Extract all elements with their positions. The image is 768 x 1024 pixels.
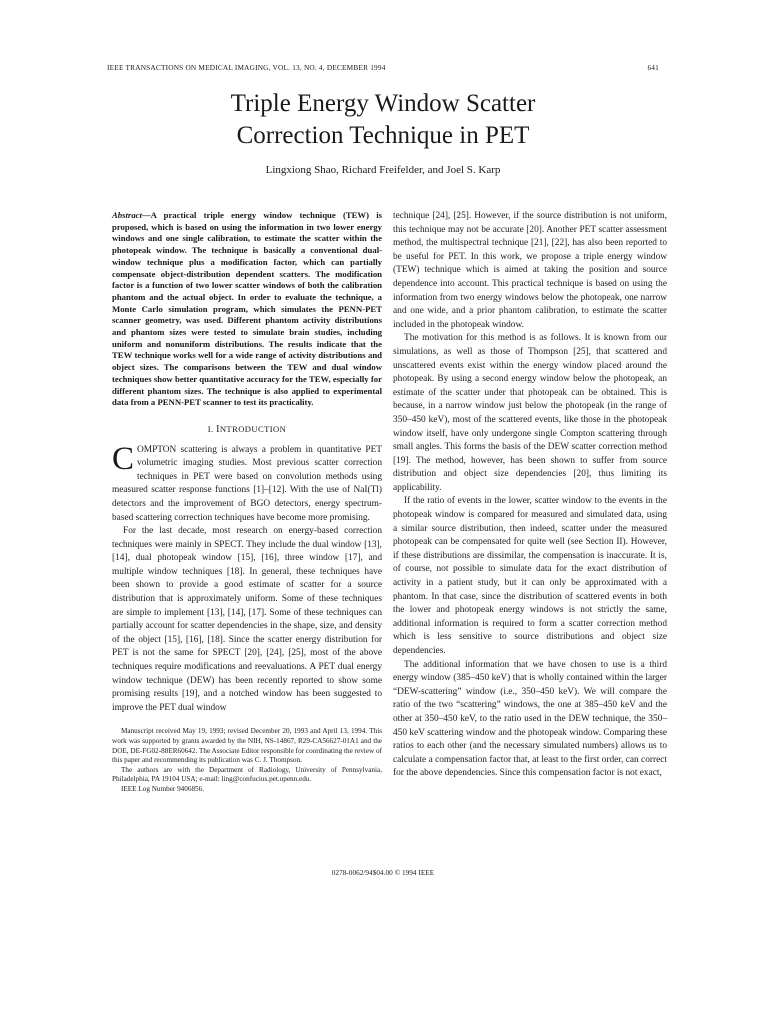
- running-header: [107, 63, 659, 72]
- right-column: [393, 210, 667, 781]
- right-paragraph-3: If the ratio of events in the lower, scatter window to the events in the photopeak window is compared for measured and simulated data, using a similar source distribution, then indeed, scatter under the measured photopeak can be compensated for quite well (see Section II). However, if these distributions are dissimilar, the compensation is inaccurate. It is, of course, not possible to simulate data for the exact distribution of activity in a patient study, but it can only be approximated with a phantom. In that case, since the distribution of scattered events in both the lower and photopeak energy windows is not strictly the same, additional information is required to form a scatter correction method which is less sensitive to source distributions and object size dependencies.: [393, 496, 667, 656]
- section-heading-initial: I: [216, 423, 220, 435]
- intro-paragraph-1-text: scattering is always a problem in quantitative PET volumetric imaging studies. Most previous scatter correction techniques in PET were based on convolution methods using measured scatter response functions [1]–[12]. With the use of NaI(Tl) detectors and the improvement of BGO detectors, energy spectrum-based scattering correction techniques have become more promising.: [112, 444, 382, 523]
- title-line-2: Correction Technique in PET: [236, 122, 530, 149]
- abstract-dash: —: [141, 210, 151, 220]
- paper-title: [107, 88, 659, 152]
- title-line-1: Triple Energy Window Scatter: [230, 90, 536, 117]
- section-numeral: I.: [207, 423, 214, 434]
- footnote-log-number: IEEE Log Number 9406856.: [121, 784, 205, 793]
- left-column: [112, 210, 382, 795]
- intro-paragraph-1: [112, 440, 382, 526]
- abstract: [112, 210, 382, 409]
- author-list: Lingxiong Shao, Richard Freifelder, and Joel S. Karp: [265, 164, 501, 176]
- page-number: 641: [647, 63, 659, 72]
- right-paragraph-4: The additional information that we have chosen to use is a third energy window (385–450 keV) that is wholly contained within the larger “DEW-scattering” window (i.e., 350–450 keV). We will compare the ratio of the two “scattering” windows, the one at 385–450 keV and the other at 350–450 keV, to the ratio used in the DEW technique, the 350–450 keV scattering window and the photopeak window. Comparing these ratios to each other (and the necessary simulated numbers) allows us to calculate a compensation factor that, at least to the first order, can correct for the above dependencies. Since this compensation factor is not exact,: [393, 659, 667, 779]
- footnote-affiliation: The authors are with the Department of Radiology, University of Pennsylvania, Philadelphia, PA 19104 USA; e-mail: ling@confucius.pet.upenn.edu.: [112, 765, 382, 784]
- right-paragraph-1: technique [24], [25]. However, if the source distribution is not uniform, this technique may not be accurate [20]. Another PET scatter assessment method, the multispectral technique [21], [22], has also been reported to be useful for PET. In this work, we propose a triple energy window (TEW) technique which is aimed at taking the position and source dependence into account. This practical technique is based on using the information from two energy windows below the photopeak, one narrow and one wide, and a prior phantom calibration, to estimate the scatter included in the photopeak window.: [393, 211, 667, 330]
- copyright-line: 0278-0062/94$04.00 © 1994 IEEE: [331, 868, 435, 877]
- right-paragraph-2: The motivation for this method is as follows. It is known from our simulations, as well as those of Thompson [25], that scattered and unscattered events exist within the energy window placed around the photopeak. By using a second energy window below the photopeak, an estimate of the scatter under that photopeak can be obtained. This is because, in a narrow window just below the photopeak (in the range of 350–450 keV), most of the scattered events, like those in the photopeak window itself, have only undergone single Compton scattering through small angles. This forms the basis of the DEW scatter correction method [19]. The method, however, has been shown to suffer from source distribution and object size dependencies [20], thus limiting its applicability.: [393, 333, 667, 493]
- drop-cap: C: [112, 440, 135, 477]
- intro-first-word: OMPTON: [137, 444, 177, 455]
- section-heading-introduction: [112, 423, 382, 437]
- first-page-footnote: [112, 727, 382, 794]
- journal-citation: IEEE TRANSACTIONS ON MEDICAL IMAGING, VOL. 13, NO. 4, DECEMBER 1994: [107, 63, 386, 72]
- footnote-manuscript: Manuscript received May 19, 1993; revised December 20, 1993 and April 13, 1994. This work was supported by grants awarded by the NIH, NS-14867, R29-CA56627-01A1 and the DOE, DE-FG02-88ER60642. The Associate Editor responsible for coordinating the review of this paper and recommending its publication was C. J. Thompson.: [112, 727, 382, 765]
- section-heading-rest: NTRODUCTION: [219, 423, 287, 434]
- abstract-label: Abstract: [112, 210, 142, 220]
- abstract-text: A practical triple energy window technique (TEW) is proposed, which is based on using the information in two lower energy windows and one single calibration, to estimate the scatter within the photopeak window. The technique is basically a conventional dual-window technique plus a modification factor, which can partially compensate object-distribution dependent scatters. The modification factor is a function of two lower scatter windows of both the calibration phantom and the actual object. In order to evaluate the technique, a Monte Carlo simulation program, which simulates the PENN-PET scanner geometry, was used. Different phantom activity distributions and phantom sizes were tested to simulate brain studies, including uniform and nonuniform distributions. The results indicate that the TEW technique works well for a wide range of activity distributions and object sizes. The comparisons between the TEW and dual window techniques show better quantitative accuracy for the TEW, especially for different phantom sizes. The technique is also applied to experimental data from a PENN-PET scanner to test its practicality.: [112, 210, 382, 408]
- intro-paragraph-2: For the last decade, most research on energy-based correction techniques were mainly in SPECT. They include the dual window [13], [14], dual photopeak window [15], [16], three window [17], and multiple window techniques [18]. In general, these techniques have been shown to provide a good estimate of scatter for a source distribution that is approximately uniform. Some of these techniques are simple to implement [13], [14], [17]. Some of these techniques can partially account for scatter dependencies in the shape, size, and density of the object [15], [16], [18]. Since the scatter energy distribution for PET is not the same for SPECT [20], [24], [25], most of the above techniques require modifications and reevaluations. A PET dual energy window technique (DEW) has been recently reported to show some promising results [19], and a notched window has been suggested to improve the PET dual window: [112, 526, 382, 713]
